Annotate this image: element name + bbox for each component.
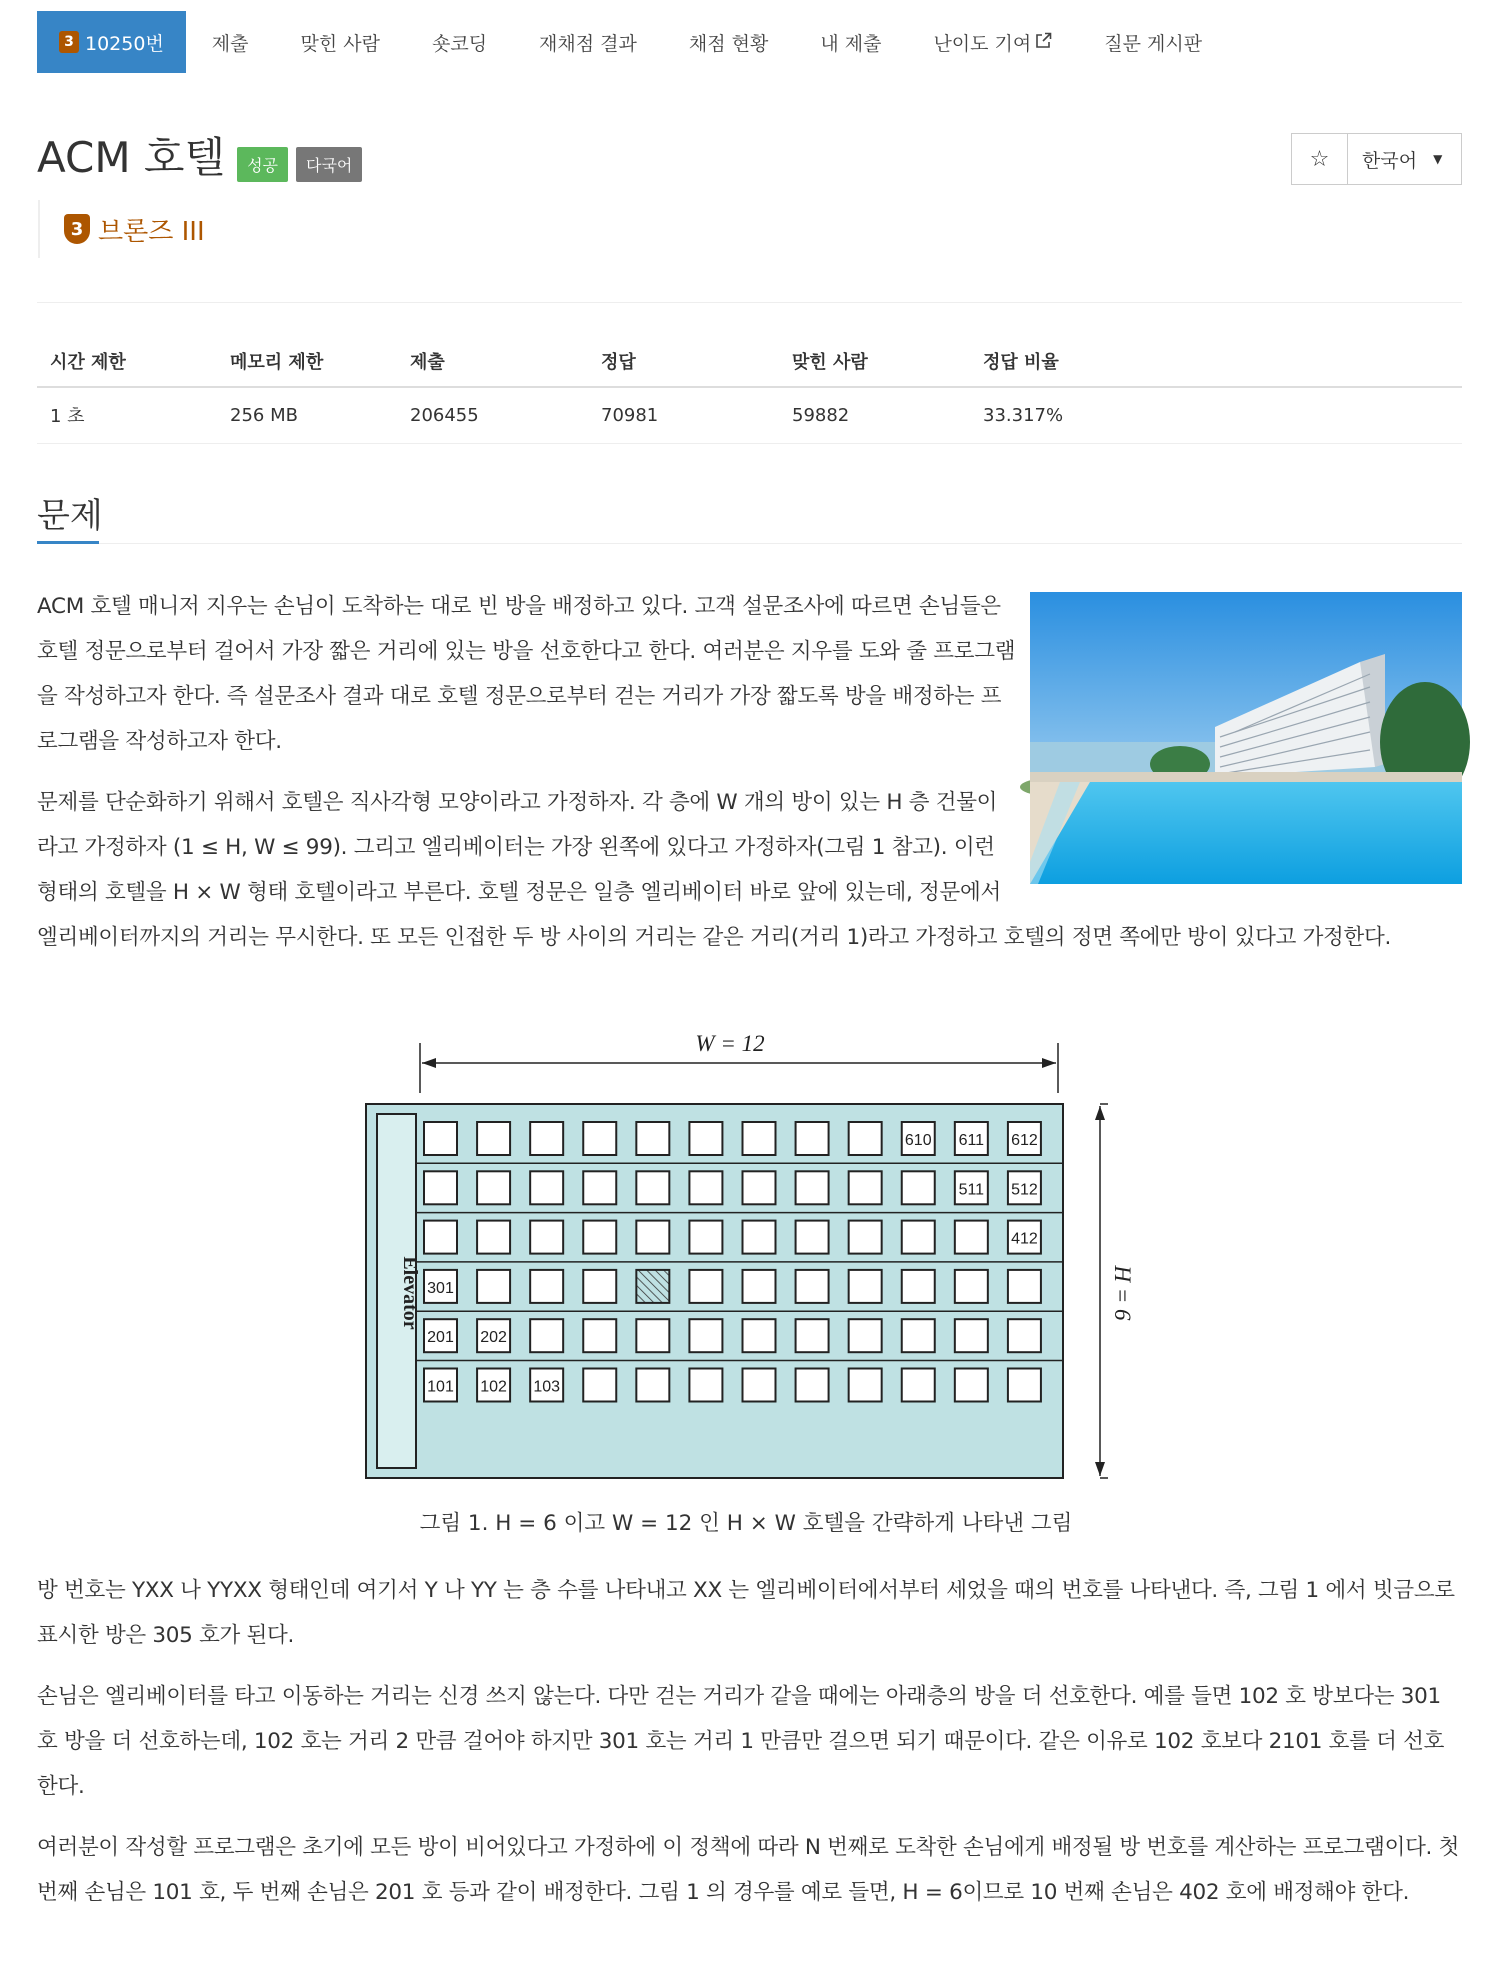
room-box xyxy=(636,1369,669,1402)
room-number: 301 xyxy=(427,1279,454,1297)
nav-difficulty-label: 난이도 기여 xyxy=(933,32,1032,55)
room-box xyxy=(743,1319,776,1352)
h-dimension-arrow xyxy=(1095,1104,1108,1478)
room-box xyxy=(955,1319,988,1352)
th-time-limit: 시간 제한 xyxy=(37,335,217,387)
room-box xyxy=(636,1221,669,1254)
room-box xyxy=(530,1122,563,1155)
section-divider xyxy=(37,543,1462,544)
th-accepted: 정답 xyxy=(588,335,779,387)
table-row xyxy=(37,387,1462,443)
room-box xyxy=(796,1122,829,1155)
nav-problem-tab[interactable] xyxy=(37,11,186,73)
room-box xyxy=(849,1369,882,1402)
room-box xyxy=(530,1270,563,1303)
w-label: W = 12 xyxy=(695,1031,765,1056)
room-box xyxy=(477,1171,510,1204)
room-box xyxy=(477,1122,510,1155)
section-underline xyxy=(37,541,99,544)
problem-paragraph-4: 손님은 엘리베이터를 타고 이동하는 거리는 신경 쓰지 않는다. 다만 걷는 거리가 같을 때에는 아래층의 방을 더 선호한다. 예를 들면 102 호 방보다는 301 호 방을 더 선호하는데, 102 호는 거리 2 만큼 걸어야 하지만 301 호는 거리 1 만큼만 걸으면 되기 때문이다. 같은 이유로 102 호보다 2101 호를 더 선호한다. xyxy=(37,1684,1445,1799)
room-box xyxy=(1008,1270,1041,1303)
room-box xyxy=(796,1171,829,1204)
problem-paragraph-1: ACM 호텔 매니저 지우는 손님이 도착하는 대로 빈 방을 배정하고 있다. 고객 설문조사에 따르면 손님들은 호텔 정문으로부터 걸어서 가장 짧은 거리에 있는 방을 선호한다고 한다. 여러분은 지우를 도와 줄 프로그램을 작성하고자 한다. 즉 설문조사 결과 대로 호텔 정문으로부터 걷는 거리가 가장 짧도록 방을 배정하는 프로그램을 작성하고자 한다. xyxy=(37,594,1016,754)
room-box xyxy=(689,1369,722,1402)
problem-id: 10250번 xyxy=(85,32,164,55)
room-number: 612 xyxy=(1011,1132,1038,1149)
hotel-photo xyxy=(1030,592,1462,884)
tier-text[interactable]: 브론즈 III xyxy=(98,216,205,247)
section-title-problem: 문제 xyxy=(37,496,103,536)
room-box xyxy=(796,1369,829,1402)
problem-info-table xyxy=(37,335,1462,444)
nav-solvers[interactable]: 맞힌 사람 xyxy=(300,32,380,55)
room-number: 412 xyxy=(1011,1230,1038,1248)
room-box xyxy=(743,1270,776,1303)
room-box xyxy=(796,1270,829,1303)
room-box xyxy=(955,1369,988,1402)
room-box xyxy=(583,1221,616,1254)
room-box xyxy=(902,1270,935,1303)
room-box xyxy=(902,1221,935,1254)
room-box xyxy=(849,1122,882,1155)
figure-caption: 그림 1. H = 6 이고 W = 12 인 H × W 호텔을 간략하게 나타낸 그림 xyxy=(419,1511,1073,1536)
room-number: 512 xyxy=(1011,1181,1038,1199)
room-box xyxy=(796,1319,829,1352)
room-number: 101 xyxy=(427,1378,454,1396)
room-box xyxy=(902,1369,935,1402)
room-number: 610 xyxy=(904,1132,932,1149)
language-select[interactable] xyxy=(1347,133,1462,185)
problem-paragraph-5: 여러분이 작성할 프로그램은 초기에 모든 방이 비어있다고 가정하에 이 정책에 따라 N 번째로 도착한 손님에게 배정될 방 번호를 계산하는 프로그램이다. 첫 번째 손님은 101 호, 두 번째 손님은 201 호 등과 같이 배정한다. 그림 1 의 경우를 예로 들면, H = 6이므로 10 번째 손님은 402 호에 배정해야 한다. xyxy=(37,1835,1460,1905)
tier-shield-icon: 3 xyxy=(64,214,90,244)
room-box xyxy=(689,1122,722,1155)
nav-rejudge[interactable]: 재채점 결과 xyxy=(539,32,637,55)
room-number: 103 xyxy=(533,1378,561,1396)
room-box xyxy=(849,1171,882,1204)
th-solvers: 맞힌 사람 xyxy=(779,335,970,387)
problem-title: ACM 호텔 xyxy=(37,133,226,182)
room-box xyxy=(424,1171,457,1204)
room-box xyxy=(743,1369,776,1402)
room-box xyxy=(955,1270,988,1303)
room-box xyxy=(849,1221,882,1254)
room-box xyxy=(424,1221,457,1254)
hatched-room xyxy=(636,1270,669,1303)
room-box xyxy=(583,1122,616,1155)
external-link-icon xyxy=(1035,32,1052,53)
nav-my-submissions[interactable]: 내 제출 xyxy=(820,32,882,55)
caret-down-icon: ▼ xyxy=(1433,152,1443,166)
problem-description-2 xyxy=(37,1568,1462,1931)
room-box xyxy=(689,1171,722,1204)
language-label: 한국어 xyxy=(1362,149,1418,172)
room-box xyxy=(636,1122,669,1155)
room-box xyxy=(1008,1369,1041,1402)
room-box xyxy=(583,1171,616,1204)
hotel-figure xyxy=(360,1018,1135,1498)
room-box xyxy=(636,1319,669,1352)
room-number: 611 xyxy=(958,1132,985,1149)
room-box xyxy=(743,1221,776,1254)
room-box xyxy=(689,1319,722,1352)
room-box xyxy=(743,1171,776,1204)
td-memory-limit: 256 MB xyxy=(217,387,397,443)
room-box xyxy=(849,1319,882,1352)
td-solvers: 59882 xyxy=(779,387,970,443)
h-label: H = 6 xyxy=(1110,1265,1135,1321)
th-ratio: 정답 비율 xyxy=(970,335,1462,387)
room-box xyxy=(1008,1319,1041,1352)
room-number: 202 xyxy=(480,1329,507,1347)
room-box xyxy=(902,1171,935,1204)
room-box xyxy=(743,1122,776,1155)
room-box xyxy=(530,1171,563,1204)
room-box xyxy=(636,1171,669,1204)
room-box xyxy=(955,1221,988,1254)
multilang-label[interactable]: 다국어 xyxy=(296,147,362,182)
room-number: 511 xyxy=(958,1181,985,1199)
room-box xyxy=(530,1221,563,1254)
room-box xyxy=(424,1122,457,1155)
room-box xyxy=(583,1270,616,1303)
room-box xyxy=(902,1319,935,1352)
room-number: 201 xyxy=(427,1329,454,1347)
room-box xyxy=(583,1369,616,1402)
nav-questions[interactable]: 질문 게시판 xyxy=(1104,32,1203,55)
elevator-label: Elevator xyxy=(399,1256,421,1330)
room-number: 102 xyxy=(480,1378,507,1396)
room-box xyxy=(796,1221,829,1254)
td-time-limit: 1 초 xyxy=(37,387,217,443)
room-box xyxy=(477,1270,510,1303)
th-memory-limit: 메모리 제한 xyxy=(217,335,397,387)
room-box xyxy=(689,1270,722,1303)
problem-title-row xyxy=(37,130,362,186)
room-box xyxy=(849,1270,882,1303)
success-label: 성공 xyxy=(237,147,288,182)
problem-nav xyxy=(37,11,1228,73)
room-box xyxy=(689,1221,722,1254)
tier-indicator xyxy=(38,200,205,258)
th-submissions: 제출 xyxy=(397,335,588,387)
td-submissions: 206455 xyxy=(397,387,588,443)
problem-description xyxy=(37,584,1462,976)
room-box xyxy=(583,1319,616,1352)
nav-status[interactable]: 채점 현황 xyxy=(688,32,769,55)
problem-paragraph-2: 문제를 단순화하기 위해서 호텔은 직사각형 모양이라고 가정하자. 각 층에 W 개의 방이 있는 H 층 건물이라고 가정하자 (1 ≤ H, W ≤ 99). 그리고 엘리베이터는 가장 왼쪽에 있다고 가정하자(그림 1 참고). 이런 형태의 호텔을 H × W 형태 호텔이라고 부른다. 호텔 정문은 일층 엘리베이터 바로 앞에 있는데, 정문에서 엘리베이터까지의 거리는 무시한다. 또 모든 인접한 두 방 사이의 거리는 같은 거리(거리 1)라고 가정하고 호텔의 정면 쪽에만 방이 있다고 가정한다. xyxy=(37,790,1391,950)
nav-difficulty-contrib[interactable] xyxy=(907,11,1078,73)
divider xyxy=(37,302,1462,303)
nav-submit[interactable]: 제출 xyxy=(211,32,249,55)
td-ratio: 33.317% xyxy=(970,387,1462,443)
nav-short-coding[interactable]: 숏코딩 xyxy=(431,32,488,55)
td-accepted: 70981 xyxy=(588,387,779,443)
problem-paragraph-3: 방 번호는 YXX 나 YYXX 형태인데 여기서 Y 나 YY 는 층 수를 나타내고 XX 는 엘리베이터에서부터 세었을 때의 번호를 나타낸다. 즉, 그림 1 에서 빗금으로 표시한 방은 305 호가 된다. xyxy=(37,1578,1455,1648)
room-box xyxy=(530,1319,563,1352)
table-header-row xyxy=(37,335,1462,387)
tier-badge-icon: 3 xyxy=(59,31,79,53)
room-box xyxy=(477,1221,510,1254)
star-icon[interactable]: ☆ xyxy=(1291,133,1348,185)
